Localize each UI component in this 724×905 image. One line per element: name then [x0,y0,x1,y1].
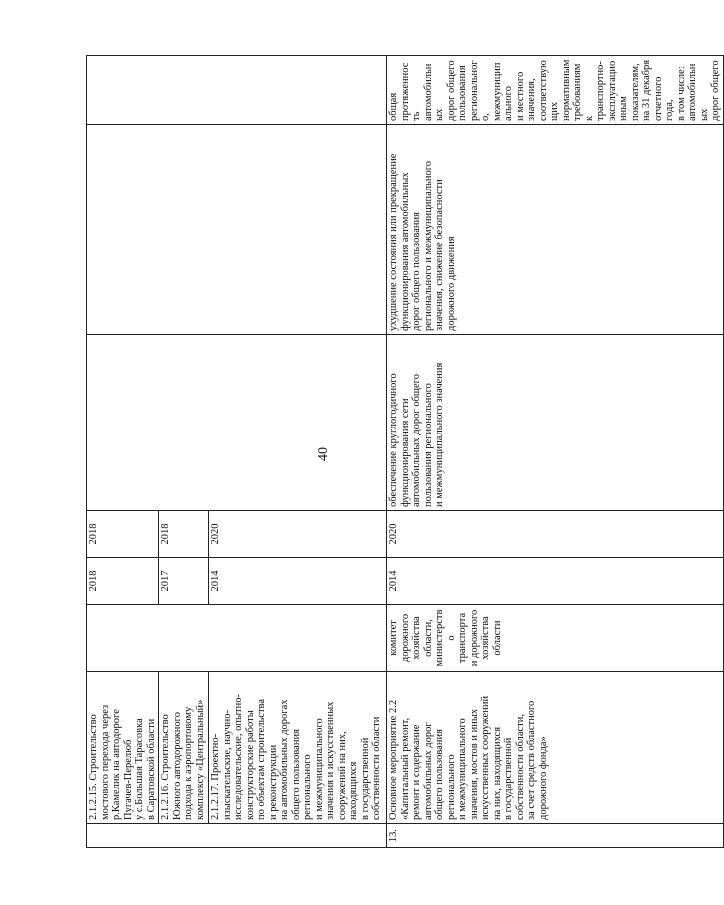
year-start-cell: 2018 [87,558,159,605]
executor-text: комитет дорожного хозяйства области, министерство транспорта и дорожного хозяйства области [387,605,724,672]
year-start-cell: 2017 [159,558,209,605]
task-2-1-2-16-text: 2.1.2.16. Строительство Южного автодорожного подхода к аэропортовому комплексу «Центральный» [159,672,209,824]
indicators-cell-empty [87,56,387,125]
expected-result-text: обеспечение круглогодичного функционирования сети автомобильных дорог общего пользования регионального и межмуниципального значения [387,335,724,511]
year-end-cell: 2018 [159,511,209,558]
year-end-cell: 2020 [209,511,387,558]
consequences-text: ухудшение состояния или прекращение функционирования автомобильных дорог общего пользования регионального и межмуниципального значения, снижение безопасности дорожного движения [387,125,724,335]
task-2-1-2-17-text: 2.1.2.17. Проектно- изыскательские, научно- исследовательские, опытно- конструкторские работы по объектам строительства и реконструкции на автомобильных дорогах общего пользования регионального и межмуниципального значения и искусственных сооружений на них, находящихся в государственной собственности области [209,672,387,824]
row-number: 13. [387,824,724,848]
executor-cell-empty [87,605,387,672]
task-2-1-2-15-text: 2.1.2.15. Строительство мостового перехода через р.Камелик на автодороге Пугачев-Перелюб у с.Большая Тарасовка в Саратовской области [87,672,159,824]
program-activities-table [86,55,724,848]
year-start-cell: 2014 [209,558,387,605]
consequences-cell-empty [87,125,387,335]
indicators-text: общая протяженность автомобильных дорог общего пользования регионального, межмуниципального и местного значения, соответствующих нормативным требованиям к транспортно- эксплуатационным показателям, на 31 декабря отчетного года, в том числе: автомобильных дорог общего [387,56,724,125]
year-start-cell: 2014 [387,558,724,605]
expected-result-cell-empty [87,335,387,511]
table-row [87,56,159,848]
year-end-cell: 2020 [387,511,724,558]
activity-2-2-text: Основное мероприятие 2.2 «Капитальный ремонт, ремонт и содержание автомобильных дорог общего пользования регионального и межмуниципального значения, мостов и иных искусственных сооружений на них, находящихся в государственной собственности области, за счет средств областного дорожного фонда» [387,672,724,824]
year-end-cell: 2018 [87,511,159,558]
table-row-13 [387,56,724,848]
page-number: 40 [316,447,331,461]
row-number-cell-empty [87,824,387,848]
rotated-table-container [86,56,721,848]
